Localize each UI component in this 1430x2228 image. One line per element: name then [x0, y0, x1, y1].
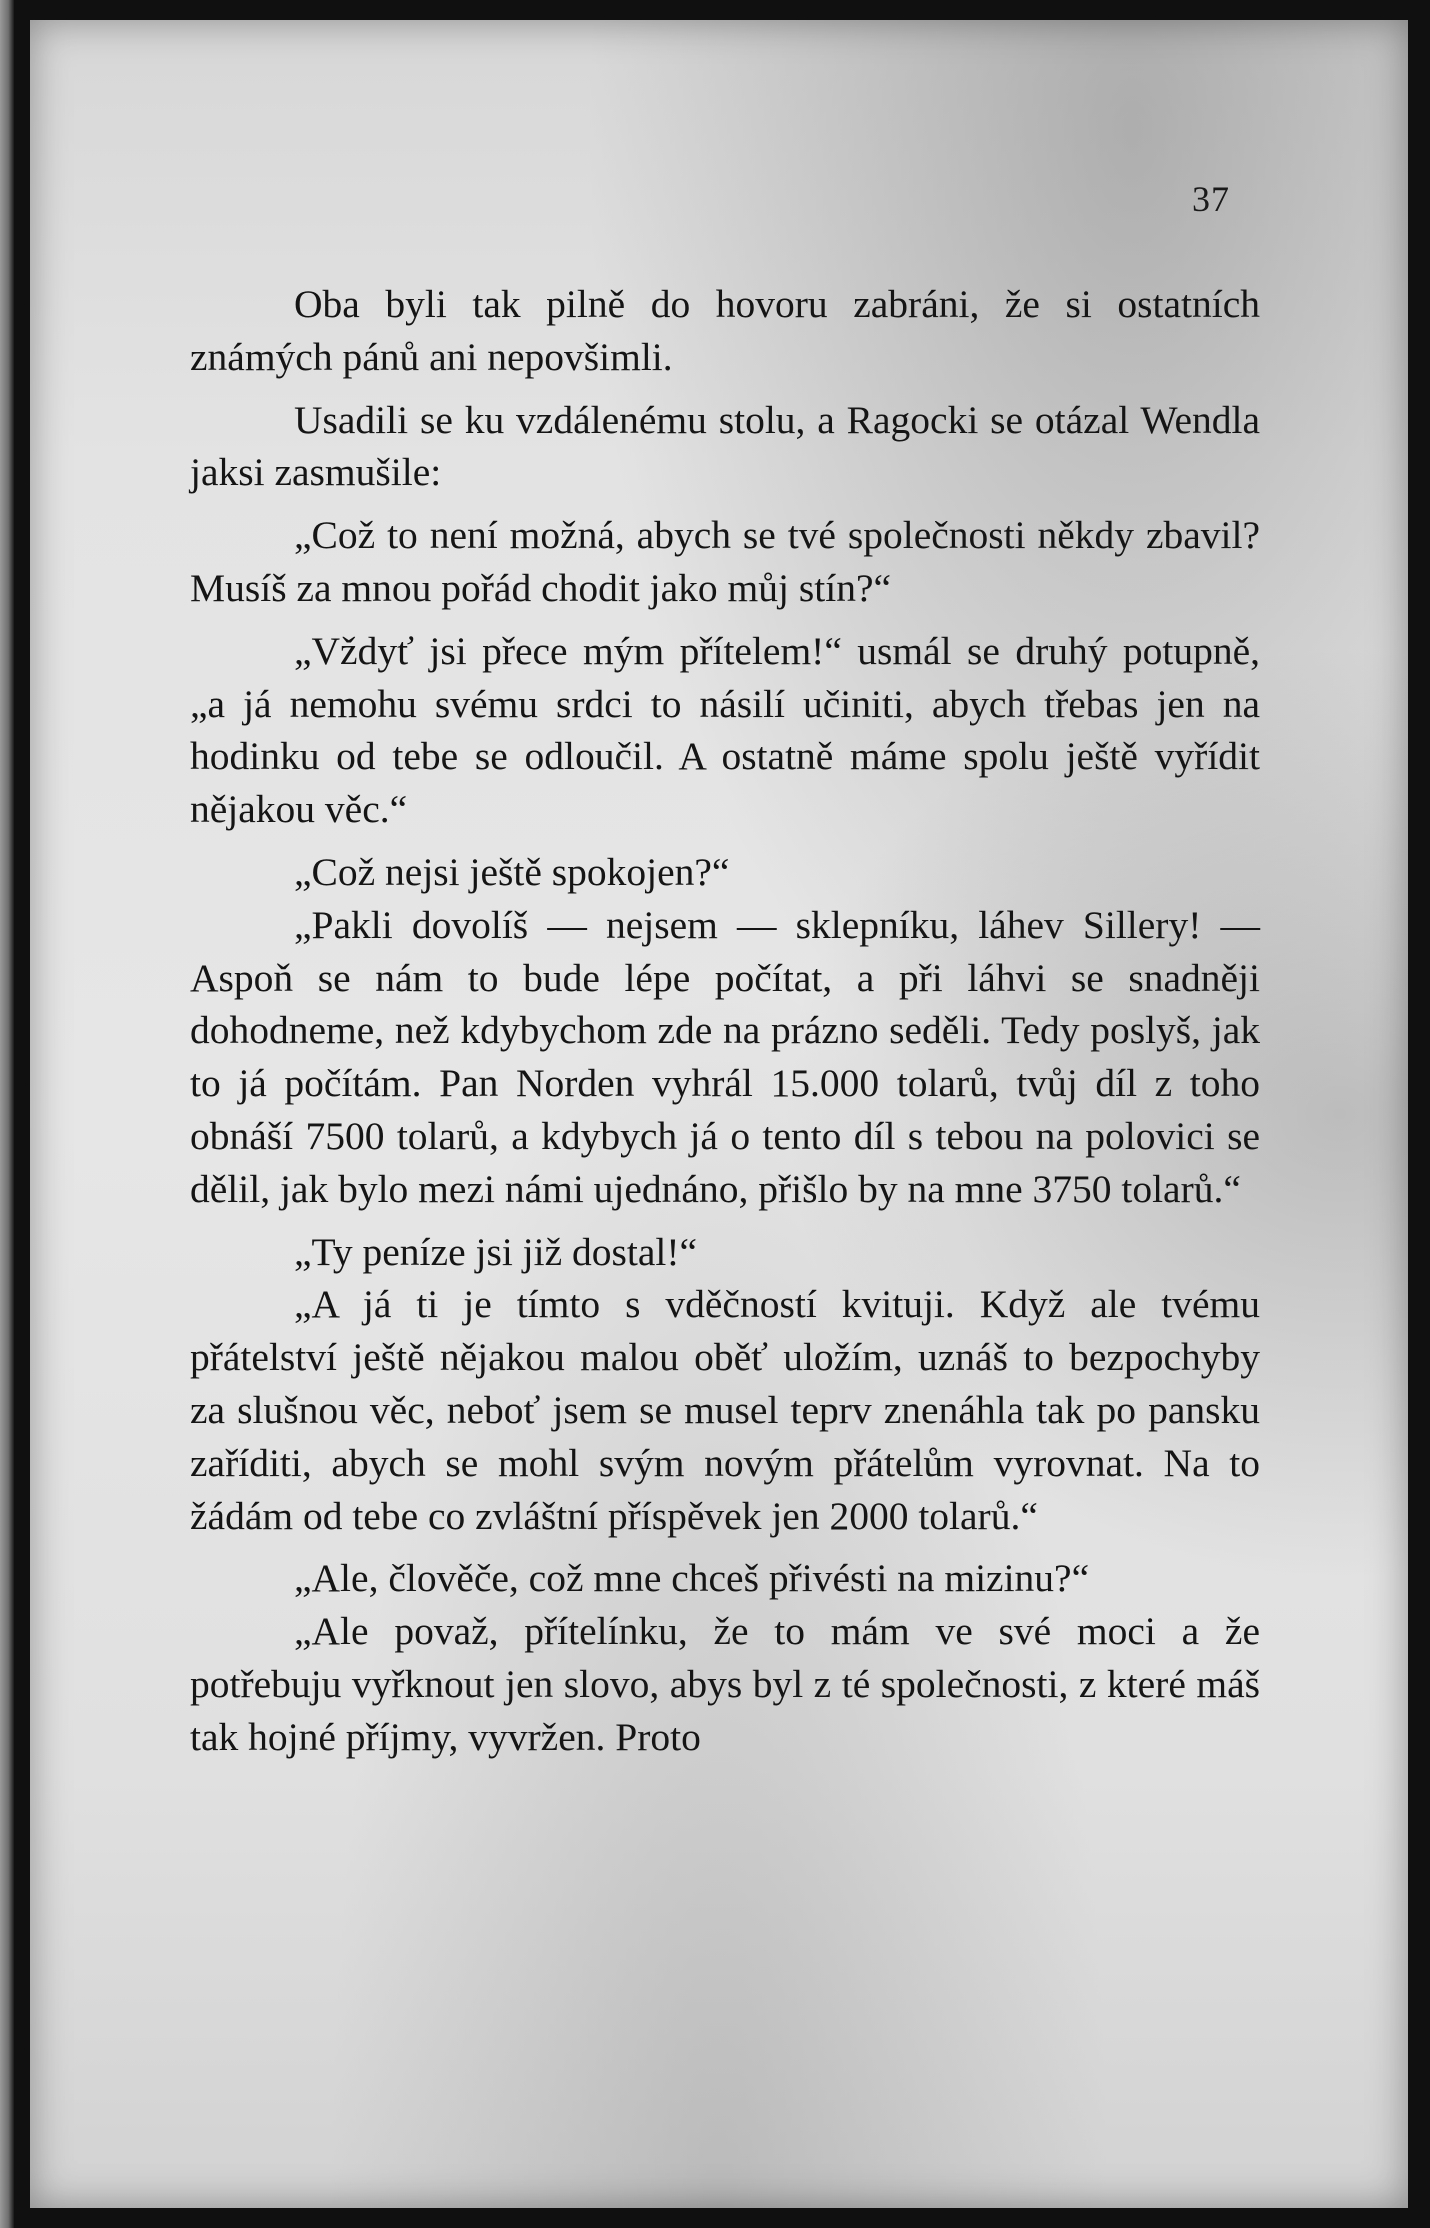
- paragraph: Oba byli tak pilně do hovoru zabráni, že si ostatních známých pánů ani nepovšimli.: [190, 282, 1260, 379]
- paragraph: „A já ti je tímto s vděčností kvituji. Když ale tvému přátelství ještě nějakou malou oběť uložím, uznáš to bezpochyby za slušnou věc, neboť jsem se musel teprv znenáhla tak po pansku zaříditi, abych se mohl svým novým přátelům vyrovnat. Na to žádám od tebe co zvláštní příspěvek jen 2000 tolarů.“: [190, 1282, 1260, 1538]
- book-spine-edge: [0, 0, 14, 2228]
- book-page: [30, 20, 1408, 2208]
- paragraph: Usadili se ku vzdálenému stolu, a Ragocki se otázal Wendla jaksi zasmušile:: [190, 397, 1260, 495]
- body-text: [190, 278, 1260, 1764]
- paragraph: „Ale, člověče, což mne chceš přivésti na mizinu?“: [294, 1556, 1090, 1601]
- paragraph: „Což nejsi ještě spokojen?“: [294, 849, 730, 894]
- page-number: 37: [1192, 179, 1230, 219]
- paragraph: „Což to není možná, abych se tvé společnosti někdy zbavil? Musíš za mnou pořád chodit jako můj stín?“: [190, 513, 1260, 610]
- paragraph: „Ty peníze jsi již dostal!“: [294, 1229, 698, 1274]
- paragraph: „Vždyť jsi přece mým přítelem!“ usmál se druhý potupně, „a já nemohu svému srdci to násilí učiniti, abych třebas jen na hodinku od tebe se odloučil. A ostatně máme spolu ještě vyřídit nějakou věc.“: [190, 628, 1260, 832]
- paragraph: „Pakli dovolíš — nejsem — sklepníku, láhev Sillery! — Aspoň se nám to bude lépe počítat, a při láhvi se snadněji dohodneme, než kdybychom zde na prázno seděli. Tedy poslyš, jak to já počítám. Pan Norden vyhrál 15.000 tolarů, tvůj díl z toho obnáší 7500 tolarů, a kdybych já o tento díl s tebou na polovici se dělil, jak bylo mezi námi ujednáno, přišlo by na mne 3750 tolarů.“: [190, 902, 1260, 1211]
- paragraph: „Ale považ, přítelínku, že to mám ve své moci a že potřebuju vyřknout jen slovo, abys byl z té společnosti, z které máš tak hojné příjmy, vyvržen. Proto: [190, 1609, 1260, 1759]
